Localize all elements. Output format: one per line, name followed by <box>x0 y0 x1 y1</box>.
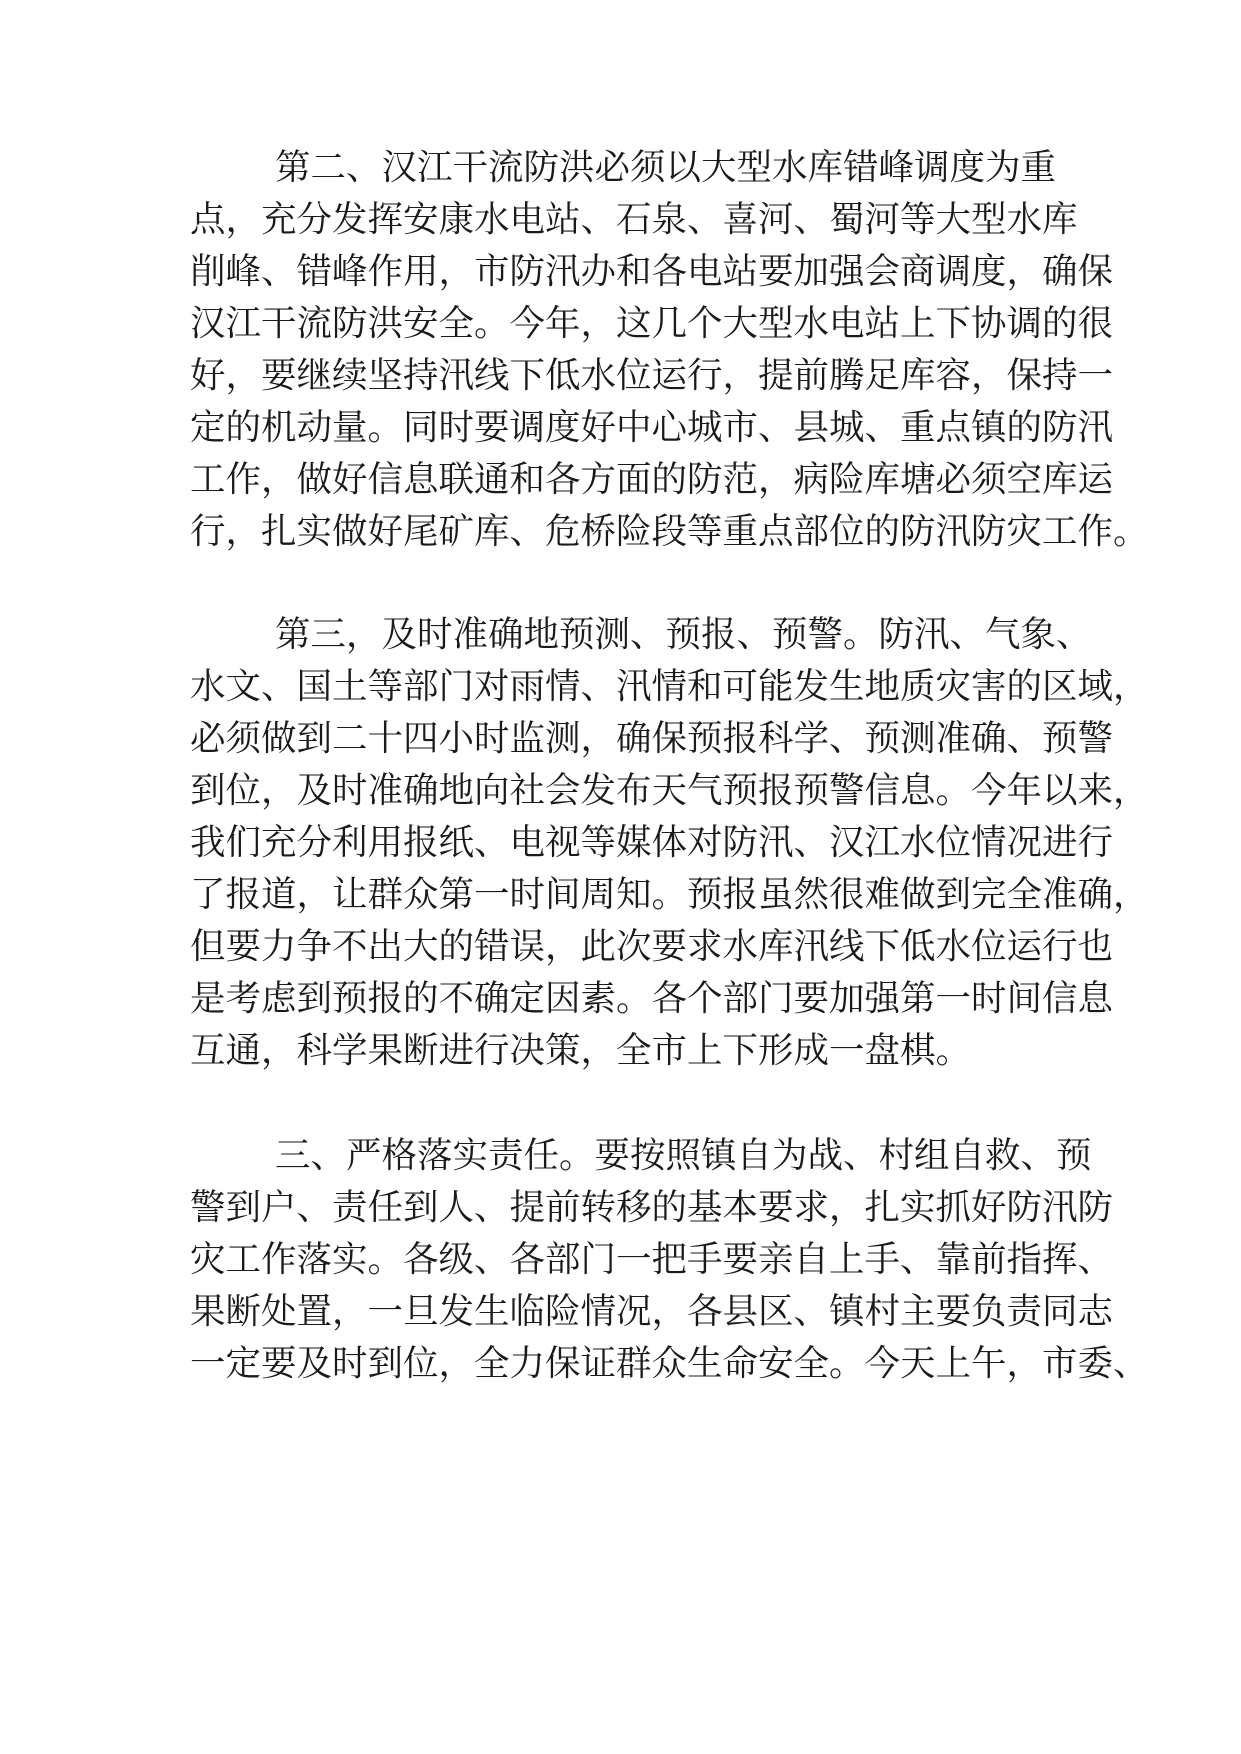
paragraph-line: 我们充分利用报纸、电视等媒体对防汛、汉江水位情况进行 <box>190 822 1114 863</box>
paragraph-line: 削峰、错峰作用，市防汛办和各电站要加强会商调度，确保 <box>190 251 1114 292</box>
paragraph-line: 水文、国土等部门对雨情、汛情和可能发生地质灾害的区域， <box>190 666 1149 707</box>
paragraph-line: 是考虑到预报的不确定因素。各个部门要加强第一时间信息 <box>190 978 1114 1019</box>
paragraph-line: 互通，科学果断进行决策，全市上下形成一盘棋。 <box>190 1030 972 1071</box>
paragraph-line: 灾工作落实。各级、各部门一把手要亲自上手、靠前指挥、 <box>190 1239 1114 1280</box>
paragraph-line: 工作，做好信息联通和各方面的防范，病险库塘必须空库运 <box>190 459 1114 500</box>
paragraph-line: 点，充分发挥安康水电站、石泉、喜河、蜀河等大型水库 <box>190 199 1078 240</box>
paragraph-line: 必须做到二十四小时监测，确保预报科学、预测准确、预警 <box>190 718 1114 759</box>
paragraph-line: 第二、汉江干流防洪必须以大型水库错峰调度为重 <box>275 147 1057 188</box>
paragraph-line: 第三，及时准确地预测、预报、预警。防汛、气象、 <box>275 614 1092 655</box>
paragraph-line: 警到户、责任到人、提前转移的基本要求，扎实抓好防汛防 <box>190 1187 1114 1228</box>
paragraph-line: 三、严格落实责任。要按照镇自为战、村组自救、预 <box>275 1135 1092 1176</box>
paragraph-line: 一定要及时到位，全力保证群众生命安全。今天上午，市委、 <box>190 1343 1149 1384</box>
paragraph-line: 定的机动量。同时要调度好中心城市、县城、重点镇的防汛 <box>190 407 1114 448</box>
paragraph-line: 但要力争不出大的错误，此次要求水库汛线下低水位运行也 <box>190 926 1114 967</box>
paragraph-line: 果断处置，一旦发生临险情况，各县区、镇村主要负责同志 <box>190 1291 1114 1332</box>
paragraph-line: 了报道，让群众第一时间周知。预报虽然很难做到完全准确， <box>190 874 1149 915</box>
paragraph-line: 行，扎实做好尾矿库、危桥险段等重点部位的防汛防灾工作。 <box>190 511 1149 552</box>
paragraph-line: 好，要继续坚持汛线下低水位运行，提前腾足库容，保持一 <box>190 355 1114 396</box>
paragraph-line: 到位，及时准确地向社会发布天气预报预警信息。今年以来， <box>190 770 1149 811</box>
paragraph-line: 汉江干流防洪安全。今年，这几个大型水电站上下协调的很 <box>190 303 1114 344</box>
